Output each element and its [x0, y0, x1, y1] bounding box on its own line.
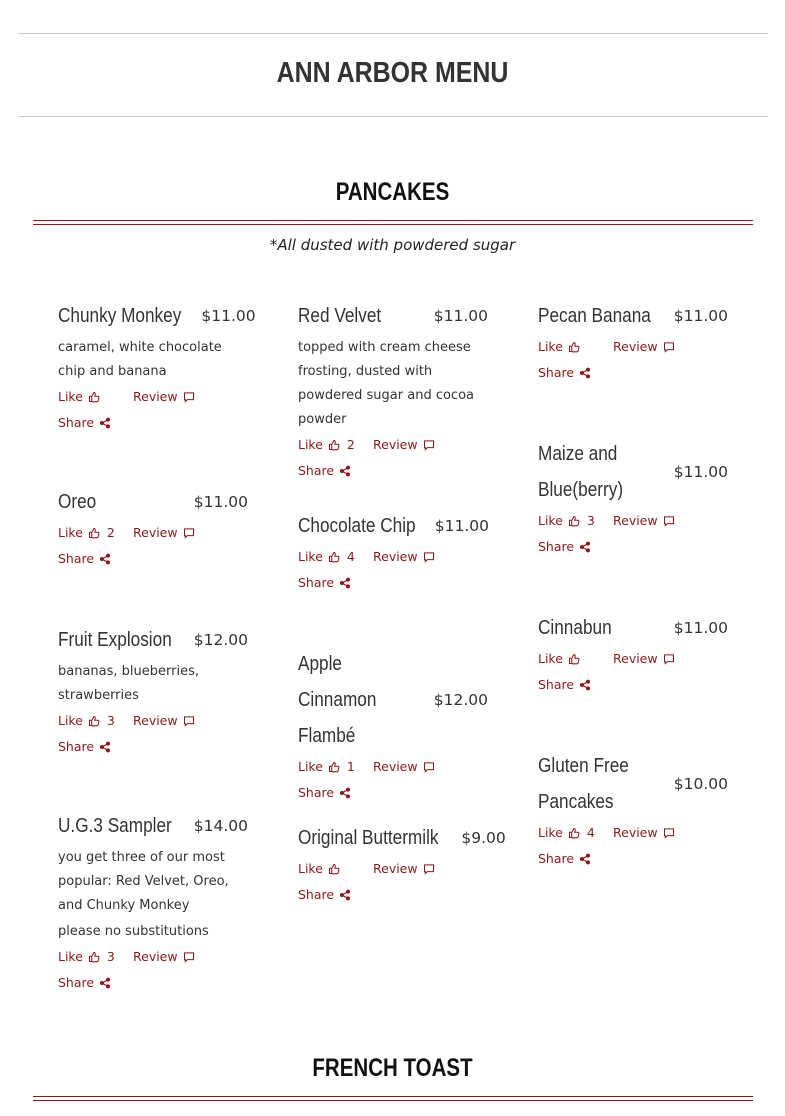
- share-button[interactable]: [538, 360, 591, 386]
- item-name: Pecan Banana: [538, 305, 651, 327]
- section-title-french-toast: FRENCH TOAST: [312, 1054, 473, 1082]
- share-button[interactable]: [58, 970, 111, 996]
- share-label: Share: [538, 677, 575, 692]
- comment-icon: [423, 863, 435, 875]
- like-count: 2: [346, 437, 355, 452]
- like-label: Like: [538, 513, 563, 528]
- like-count: 1: [346, 759, 355, 774]
- share-label: Share: [58, 975, 95, 990]
- menu-item: [58, 622, 248, 760]
- item-price: $10.00: [673, 775, 728, 793]
- menu-item: [298, 508, 488, 596]
- like-count: 4: [586, 825, 595, 840]
- like-button[interactable]: [298, 544, 373, 570]
- share-button[interactable]: [58, 546, 111, 572]
- like-label: Like: [298, 437, 323, 452]
- share-label: Share: [538, 539, 575, 554]
- share-button[interactable]: [298, 882, 351, 908]
- item-price: $11.00: [673, 307, 728, 325]
- share-label: Share: [538, 851, 575, 866]
- like-label: Like: [538, 651, 563, 666]
- like-button[interactable]: [58, 520, 133, 546]
- item-name: Oreo: [58, 491, 97, 513]
- like-count: 3: [106, 949, 115, 964]
- header-bottom-rule: [18, 116, 768, 117]
- review-button[interactable]: [373, 754, 435, 780]
- review-button[interactable]: [373, 856, 435, 882]
- review-label: Review: [373, 437, 418, 452]
- menu-item: [58, 298, 256, 436]
- share-button[interactable]: [538, 534, 591, 560]
- item-name: Fruit Explosion: [58, 629, 172, 651]
- review-button[interactable]: [373, 432, 435, 458]
- thumbs-up-icon: [88, 527, 100, 539]
- item-header: [298, 646, 488, 754]
- share-label: Share: [58, 551, 95, 566]
- review-button[interactable]: [613, 646, 675, 672]
- item-description: caramel, white chocolate chip and banana: [58, 340, 222, 379]
- share-icon: [579, 853, 591, 865]
- thumbs-up-icon: [328, 863, 340, 875]
- review-button[interactable]: [613, 508, 675, 534]
- share-icon: [99, 741, 111, 753]
- item-header: [538, 748, 728, 820]
- review-label: Review: [613, 513, 658, 528]
- share-icon: [339, 577, 351, 589]
- review-label: Review: [373, 861, 418, 876]
- review-button[interactable]: [373, 544, 435, 570]
- like-button[interactable]: [298, 754, 373, 780]
- item-header: [58, 808, 248, 844]
- item-actions: [58, 944, 248, 996]
- thumbs-up-icon: [568, 653, 580, 665]
- review-label: Review: [613, 825, 658, 840]
- section-note-pancakes: *All dusted with powdered sugar: [269, 236, 516, 254]
- like-button[interactable]: [298, 432, 373, 458]
- like-button[interactable]: [538, 646, 613, 672]
- section-rule-pancakes: [33, 220, 753, 225]
- thumbs-up-icon: [328, 761, 340, 773]
- review-button[interactable]: [133, 944, 195, 970]
- share-button[interactable]: [538, 672, 591, 698]
- share-icon: [339, 889, 351, 901]
- item-header: [538, 298, 728, 334]
- thumbs-up-icon: [88, 391, 100, 403]
- thumbs-up-icon: [328, 439, 340, 451]
- review-button[interactable]: [613, 820, 675, 846]
- like-label: Like: [538, 825, 563, 840]
- thumbs-up-icon: [88, 715, 100, 727]
- review-label: Review: [613, 651, 658, 666]
- share-icon: [579, 679, 591, 691]
- comment-icon: [183, 391, 195, 403]
- item-header: [58, 484, 248, 520]
- item-header: [538, 610, 728, 646]
- item-name: Apple Cinnamon Flambé: [298, 653, 377, 747]
- share-button[interactable]: [298, 780, 351, 806]
- item-name: Maize and Blue(berry): [538, 443, 624, 501]
- share-icon: [99, 553, 111, 565]
- thumbs-up-icon: [88, 951, 100, 963]
- item-actions: [298, 856, 488, 908]
- menu-item: [538, 436, 728, 560]
- like-button[interactable]: [538, 508, 613, 534]
- comment-icon: [423, 761, 435, 773]
- item-price: $12.00: [193, 631, 248, 649]
- comment-icon: [183, 951, 195, 963]
- menu-item: [538, 610, 728, 698]
- item-name: Cinnabun: [538, 617, 612, 639]
- like-label: Like: [298, 549, 323, 564]
- share-icon: [99, 417, 111, 429]
- item-actions: [538, 646, 728, 698]
- like-count: 2: [106, 525, 115, 540]
- like-button[interactable]: [538, 334, 613, 360]
- thumbs-up-icon: [568, 827, 580, 839]
- item-description: please no substitutions: [58, 924, 209, 939]
- item-header: [298, 508, 488, 544]
- review-label: Review: [373, 549, 418, 564]
- item-price: $11.00: [434, 517, 489, 535]
- item-header: [298, 820, 506, 856]
- share-button[interactable]: [58, 734, 111, 760]
- like-button[interactable]: [298, 856, 373, 882]
- item-actions: [298, 754, 488, 806]
- review-button[interactable]: [613, 334, 675, 360]
- like-button[interactable]: [538, 820, 613, 846]
- share-label: Share: [298, 463, 335, 478]
- item-name: Chunky Monkey: [58, 305, 182, 327]
- like-count: 3: [586, 513, 595, 528]
- item-actions: [58, 520, 248, 572]
- page-title: ANN ARBOR MENU: [276, 57, 509, 89]
- share-label: Share: [298, 575, 335, 590]
- like-label: Like: [538, 339, 563, 354]
- like-label: Like: [298, 759, 323, 774]
- item-header: [58, 622, 248, 658]
- header-top-rule: [18, 33, 768, 34]
- review-label: Review: [133, 949, 178, 964]
- section-title-pancakes: PANCAKES: [335, 178, 450, 206]
- share-icon: [99, 977, 111, 989]
- share-icon: [339, 787, 351, 799]
- item-actions: [58, 384, 248, 436]
- item-name: Red Velvet: [298, 305, 382, 327]
- section-rule-french-toast: [33, 1096, 753, 1101]
- menu-item: [298, 646, 488, 806]
- like-count: 3: [106, 713, 115, 728]
- item-actions: [538, 334, 728, 386]
- share-label: Share: [58, 739, 95, 754]
- like-label: Like: [298, 861, 323, 876]
- like-label: Like: [58, 949, 83, 964]
- item-actions: [298, 544, 488, 596]
- item-price: $9.00: [461, 829, 506, 847]
- thumbs-up-icon: [568, 515, 580, 527]
- review-label: Review: [373, 759, 418, 774]
- share-button[interactable]: [298, 458, 351, 484]
- like-button[interactable]: [58, 708, 133, 734]
- share-label: Share: [538, 365, 575, 380]
- share-label: Share: [298, 887, 335, 902]
- comment-icon: [183, 527, 195, 539]
- thumbs-up-icon: [328, 551, 340, 563]
- like-label: Like: [58, 525, 83, 540]
- menu-item: [538, 748, 728, 872]
- menu-item: [58, 808, 248, 996]
- like-label: Like: [58, 713, 83, 728]
- item-actions: [538, 820, 728, 872]
- comment-icon: [663, 341, 675, 353]
- share-icon: [339, 465, 351, 477]
- share-icon: [579, 541, 591, 553]
- comment-icon: [183, 715, 195, 727]
- share-label: Share: [298, 785, 335, 800]
- like-button[interactable]: [58, 384, 133, 410]
- comment-icon: [663, 653, 675, 665]
- item-description: you get three of our most popular: Red Velvet, Oreo, and Chunky Monkey: [58, 850, 229, 913]
- item-description: topped with cream cheese frosting, dusted with powdered sugar and cocoa powder: [298, 340, 474, 427]
- menu-item: [538, 298, 728, 386]
- share-icon: [579, 367, 591, 379]
- item-description: bananas, blueberries, strawberries: [58, 664, 199, 703]
- review-label: Review: [613, 339, 658, 354]
- item-name: Chocolate Chip: [298, 515, 416, 537]
- share-button[interactable]: [298, 570, 351, 596]
- item-name: Original Buttermilk: [298, 827, 439, 849]
- like-label: Like: [58, 389, 83, 404]
- share-button[interactable]: [58, 410, 111, 436]
- item-name: Gluten Free Pancakes: [538, 755, 629, 813]
- menu-item: [298, 298, 488, 484]
- item-price: $11.00: [201, 307, 256, 325]
- item-price: $11.00: [673, 619, 728, 637]
- comment-icon: [423, 551, 435, 563]
- item-price: $11.00: [673, 463, 728, 481]
- review-label: Review: [133, 525, 178, 540]
- like-button[interactable]: [58, 944, 133, 970]
- like-count: 4: [346, 549, 355, 564]
- item-price: $11.00: [433, 307, 488, 325]
- item-name: U.G.3 Sampler: [58, 815, 172, 837]
- item-price: $11.00: [193, 493, 248, 511]
- review-button[interactable]: [133, 384, 195, 410]
- menu-item: [298, 820, 506, 908]
- item-header: [58, 298, 256, 334]
- item-header: [538, 436, 728, 508]
- comment-icon: [423, 439, 435, 451]
- review-button[interactable]: [133, 520, 195, 546]
- item-actions: [538, 508, 728, 560]
- item-actions: [298, 432, 488, 484]
- comment-icon: [663, 827, 675, 839]
- item-price: $12.00: [433, 691, 488, 709]
- menu-item: [58, 484, 248, 572]
- review-button[interactable]: [133, 708, 195, 734]
- review-label: Review: [133, 389, 178, 404]
- item-price: $14.00: [193, 817, 248, 835]
- comment-icon: [663, 515, 675, 527]
- item-header: [298, 298, 488, 334]
- review-label: Review: [133, 713, 178, 728]
- item-actions: [58, 708, 248, 760]
- share-button[interactable]: [538, 846, 591, 872]
- share-label: Share: [58, 415, 95, 430]
- thumbs-up-icon: [568, 341, 580, 353]
